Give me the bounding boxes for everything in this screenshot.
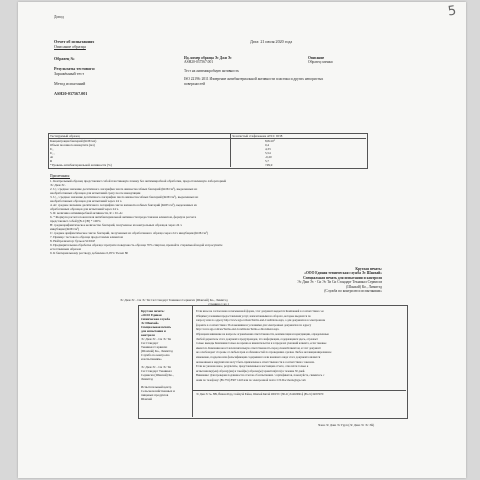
table-column-divider (230, 133, 231, 167)
table-header-organism: Золотистый стафилококк АТСС 6538 (232, 133, 283, 138)
signature-block: Круглая печать: «ООО Единая техническая служба Эс Шанхай» Специальная печать для испытания и контроля Эс Джи Эс - Си Эс Ти Си Стандарт Текникал Сервисиз (Шанхай) Ко., Лимитэд (Служба по контролю и испытаниям» (297, 267, 382, 294)
test-method-column: Тест на антимикробную активность ISO 22196: 2011 Измерение антибактериальной активности пластика и других непористых поверхностей (184, 69, 324, 86)
terms-paragraph: Если иное не согласовано в письменной форме, этот документ выдается Компанией в соответствии с ее Общими условиями предоставления услуг, напечатанными на обороте, которые выдаются по запросу или по адресу http://www.sgs.com/en/Terms-and-Conditions.aspx, а для документов в электронном формате в соответствии с Положениями и условиями для электронных документов по адресу http://www.sgs.com/en/Terms-and-Conditions/Terms-e-Document.aspx. Обращаем внимание на вопросы ограничения ответственности, компенсации и юрисдикции, определенные Любой держатель этого документа предупрежден, что информация, содержащаяся здесь, отражает только выводы Компании только во время ее вмешательства и в пределах указаний клиента, если таковые имеются. Компания несет исключительную ответственность перед своим Клиентом, и этот документ не освобождает стороны от любых прав и обязанностей по проведению сделки. Любое несанкционированное изменение, подделка или фальсификация содержимого или внешнего вида этого документа является незаконным и нарушители могут быть привлечены к ответственности в соответствии с законом. Если не указано иное, результаты, представленные в настоящем отчете, относятся только к испытанному(ым) образцу(ам) и такой(ие) образец(ы) хранится(ятся) в течение 30 дней. Внимание: Для проверки подлинности отчетов об испытаниях / сертификатов, пожалуйста, свяжитесь с нами по телефону: (86-755) 8307 1443 или по электронной почте: CN.Doccheck@sgs.com (196, 309, 332, 382)
document-page (18, 2, 466, 478)
sample-description-column: Описание Образец пленки (308, 56, 333, 65)
header-label: Допод (54, 15, 64, 19)
report-title: Отчет об испытаниях (54, 39, 95, 44)
page-info: страница 1 из 1 (208, 302, 229, 306)
sample-left-column: Образец № Результаты тестового: Заражённый тест Метод испытаний ASH20-037567.001 (54, 56, 96, 96)
sample-description-link: Описание образца (54, 44, 86, 49)
notes-title: Примечания: (50, 174, 70, 178)
footer-address: Эс Джи Эс №. 889, Йишан Роуд, Сюйхуэй Район, Шанхай Китай 200233 т (86-21) 61402666 ф (86-21) 64953679 (196, 393, 324, 396)
notes-list: 1. Контрольный образец представляет собой пластиковую пленку без антимикробной обработки, предоставленную лабораторией Эс Джи Эс. 2. U₀: среднее значение десятичного логарифма числа жизнеспособных бактерий (КОЕ/см²), выделенных из необработанных образцов для испытаний сразу после инокуляции 3. U₂₄: среднее значение десятичного логарифма числа жизнеспособных бактерий (КОЕ/см²), выделенных из необработанных образцов для испытаний через 24 ч. 4. At: среднее значение десятичного логарифма числа жизнеспособных бактерий (КОЕ/см²), выделенных из обработанных образцов для испытаний через 24 ч. 5. R: величина антимикробной активности, R = Ut-At 6. * Формула расчета показателя антибактериальной активности предоставлена клиентом, формула расчета представляет собой [(B-C)/B] * 100% B: среднеарифметическое количество бактерий, полученное из контрольных образцов через 24 ч инкубации (КОЕ/см²) C: среднее арифметическое число бактерий, полученных из обработанного образца через 24 ч инкубации (КОЕ/см²) 7. Пример: тестового образца предоставлен клиентом 8. Нейтрализатор: бульон SCDLP 9. Предварительная обработка образца: протрите поверхность образца 70% спиртом, промойте стерильной водой и просушите естественным образом 9. К бактериальному раствору добавлено 0,05% Tween 80 (50, 179, 227, 255)
page-number: 5 (446, 3, 458, 20)
header-left (54, 39, 94, 49)
terms-box-divider (192, 305, 193, 417)
issuer-line: Эс Джи Эс - Си Эс Ти Си Стандарт Текникал Сервисиз (Шанхай) Ко., Лимитэд (120, 298, 228, 302)
footer-member-line: Член Эс Джи Эс Груп (Эс Джи Эс Эс Эй) (318, 423, 375, 427)
stamp-text: Круглая печать: «ООО Единая техническая служба Эс Шанхай» Специальная печать для испытания и контроля Эс Джи Эс - Си Эс Ти Си Стандарт Текникал Сервисиз (Шанхай) Ко., Лимитэд Служба по контролю и испытаниям» Эс Джи Эс - Си Эс Ти Си Стандарт Текникал Сервисиз (Шанхай) Ко., Лимитэд Испытательный центр Сельскохозяйственных и пищевых продуктов Шанхай (141, 309, 175, 401)
table-row-labels: Концентрация бактерий (КОЕ/мл) Объем посевного инокулята (мл) U₀ U₂₄ At R *Уровень антибактериальной активности (%) (50, 139, 112, 167)
table-row-values: 8,8х10⁵ 0,4 4,33 5,54 -0,20 5,7 >99,9 (265, 139, 275, 167)
sample-id-column: Ид. номер образца Эс Джи Эс ASH20-037567.001 (184, 56, 232, 65)
table-header-sample: Тестируемый образец (50, 133, 80, 138)
footer-divider (192, 390, 406, 391)
report-date: Дата: 21 июля 2020 года (250, 39, 293, 44)
